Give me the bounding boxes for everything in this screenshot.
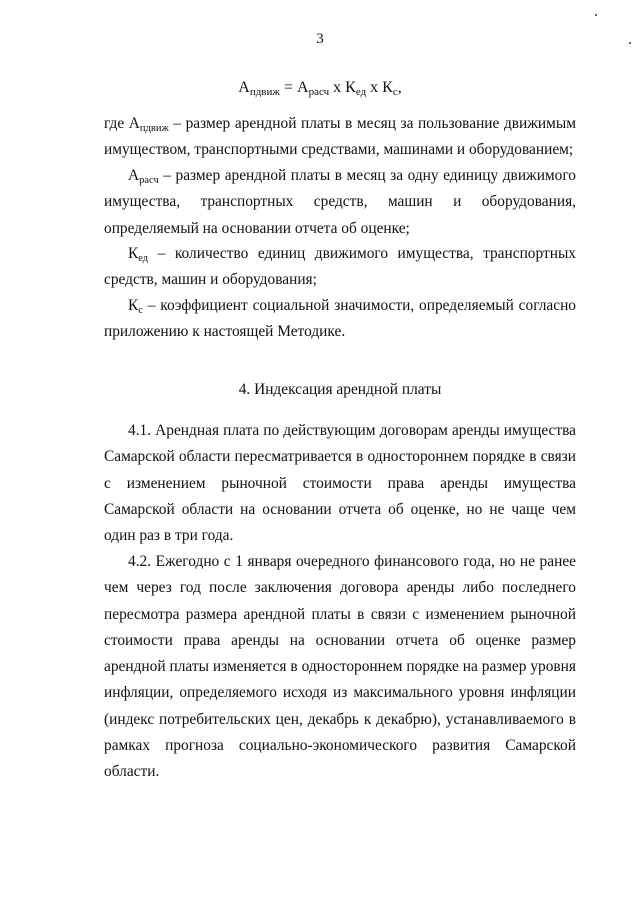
rent-formula	[0, 78, 640, 98]
formula-equals: =	[279, 79, 298, 96]
definition-k-s	[104, 293, 576, 346]
definition-symbol-sub: с	[138, 305, 143, 316]
definition-symbol: К	[128, 297, 139, 314]
definition-k-ed	[104, 241, 576, 294]
definition-symbol-sub: ед	[138, 253, 149, 264]
formula-lhs-sub: пдвиж	[249, 86, 280, 98]
definition-a-rasch	[104, 163, 576, 242]
definition-symbol: А	[128, 167, 140, 184]
definition-prefix: где	[104, 115, 129, 132]
formula-lhs-base: А	[238, 79, 250, 96]
definition-text: – коэффициент социальной значимости, определяемый согласно приложению к настоящей Методике.	[104, 297, 576, 341]
definition-symbol-sub: расч	[139, 175, 159, 186]
section-heading: 4. Индексация арендной платы	[238, 381, 442, 398]
clause-4-2: 4.2. Ежегодно с 1 января очередного финансового года, но не ранее чем через год после заключения договора аренды либо последнего пересмотра размера арендной платы в связи с изменением рыночной стоимости права аренды на основании отчета об оценке размер арендной платы изменяется в одностороннем порядке на размер уровня инфляции, определяемого исходя из максимального уровня инфляции (индекс потребительских цен, декабрь к декабрю), устанавливаемого в рамках прогноза социально-экономического развития Самарской области.	[104, 553, 576, 781]
scan-speck	[629, 42, 631, 44]
definition-text: – количество единиц движимого имущества, транспортных средств, машин и оборудования;	[104, 245, 576, 289]
page-number: 3	[316, 31, 324, 47]
formula-times-1: х	[329, 79, 346, 96]
formula-a-base: А	[297, 79, 309, 96]
formula-k1-sub: ед	[355, 86, 367, 98]
formula-times-2: х	[366, 79, 383, 96]
clause-4-1: 4.1. Арендная плата по действующим договорам аренды имущества Самарской области пересматривается в одностороннем порядке в связи с изменением рыночной стоимости права аренды имущества Самарской области на основании отчета об оценке, но не чаще чем один раз в три года.	[104, 422, 576, 545]
formula-trail: ,	[397, 79, 402, 96]
formula-k2-base: К	[382, 79, 393, 96]
definition-symbol: А	[128, 115, 140, 132]
definition-text: – размер арендной платы в месяц за пользование движимым имуществом, транспортными средствами, машинами и оборудованием;	[104, 115, 576, 159]
formula-k2-sub: с	[392, 86, 398, 98]
scan-speck	[595, 14, 597, 16]
formula-a-sub: расч	[308, 86, 330, 98]
formula-k1-base: К	[345, 79, 356, 96]
definition-symbol: К	[128, 245, 139, 262]
definition-a-pdvizh	[104, 111, 576, 164]
definition-symbol-sub: пдвиж	[139, 123, 169, 134]
definition-text: – размер арендной платы в месяц за одну единицу движимого имущества, транспортных средств, машин и оборудования, определяемый на основании отчета об оценке;	[104, 167, 576, 237]
